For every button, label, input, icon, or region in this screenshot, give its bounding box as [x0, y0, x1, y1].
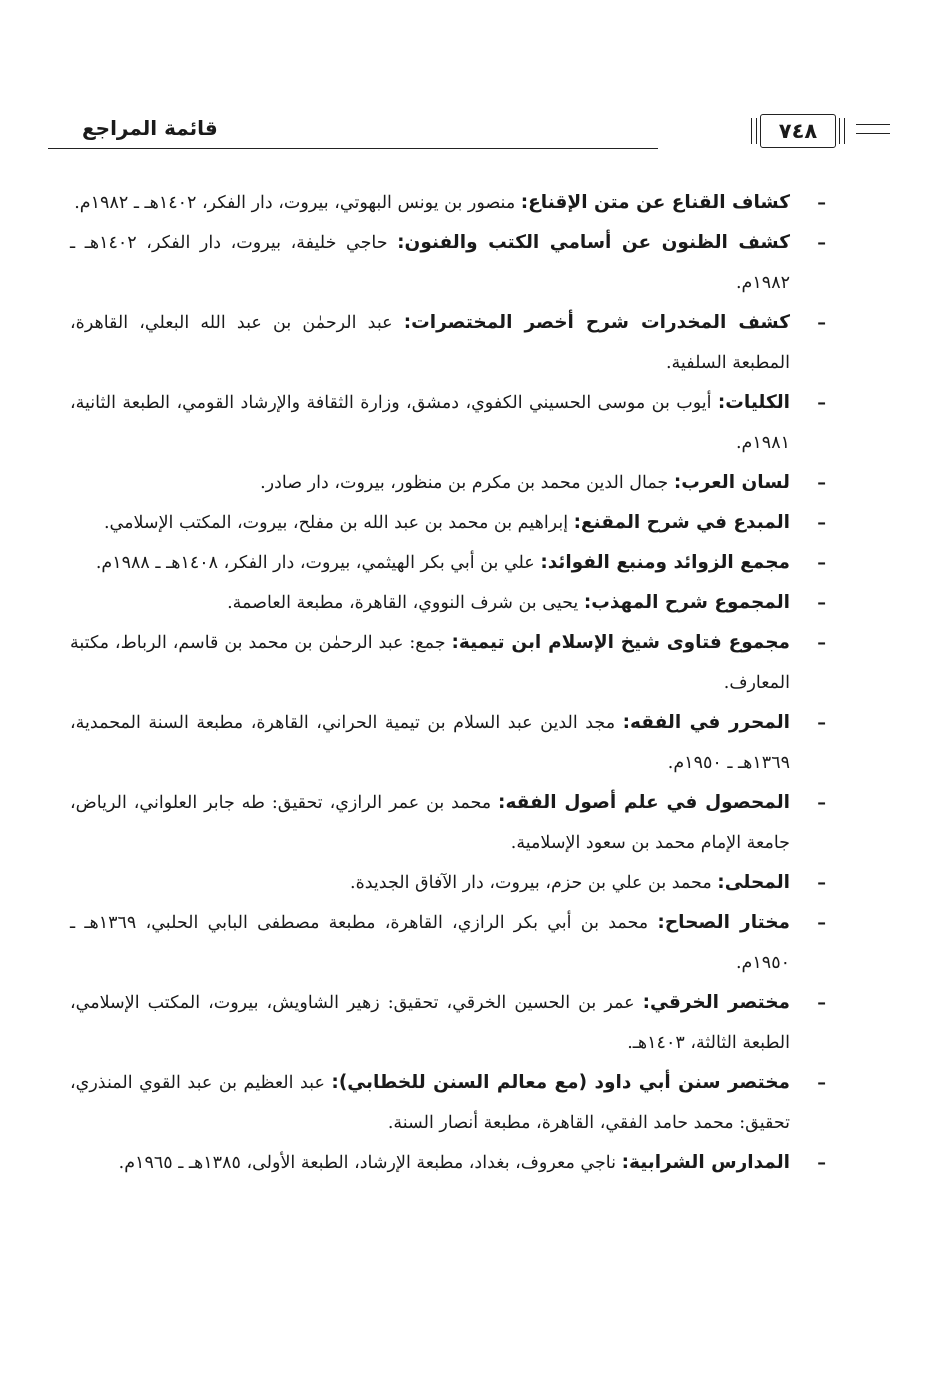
reference-title: كشاف القناع عن متن الإقناع: [520, 192, 790, 213]
reference-details: عبد الرحمٰن بن عبد الله البعلي، القاهرة، المطبعة السلفية. [70, 313, 790, 373]
reference-details: جمال الدين محمد بن مكرم بن منظور، بيروت، دار صادر. [260, 473, 674, 493]
reference-title: كشف المخدرات شرح أخصر المختصرات: [403, 312, 790, 333]
reference-item [70, 503, 790, 543]
reference-item [70, 623, 790, 703]
reference-item [70, 983, 790, 1063]
page-header [30, 108, 908, 156]
reference-item [70, 783, 790, 863]
reference-title: مختار الصحاح: [657, 912, 790, 933]
reference-title: مجموع فتاوى شيخ الإسلام ابن تيمية: [451, 632, 791, 653]
reference-title: المدارس الشرابية: [621, 1152, 790, 1173]
reference-details: إبراهيم بن محمد بن عبد الله بن مفلح، بيروت، المكتب الإسلامي. [103, 513, 574, 533]
reference-title: المجموع شرح المهذب: [583, 592, 790, 613]
reference-title: الكليات: [717, 392, 790, 413]
reference-item [70, 543, 790, 583]
reference-title: كشف الظنون عن أسامي الكتب والفنون: [397, 232, 790, 253]
reference-title: المبدع في شرح المقنع: [573, 512, 790, 533]
reference-item [70, 303, 790, 383]
reference-item [70, 463, 790, 503]
header-ornament [856, 124, 890, 134]
reference-details: علي بن أبي بكر الهيثمي، بيروت، دار الفكر، ١٤٠٨هـ ـ ١٩٨٨م. [95, 553, 541, 573]
reference-item [70, 703, 790, 783]
reference-title: المحصول في علم أصول الفقه: [498, 792, 790, 813]
reference-item [70, 183, 790, 223]
reference-title: مختصر الخرقي: [642, 992, 791, 1013]
reference-details: أيوب بن موسى الحسيني الكفوي، دمشق، وزارة الثقافة والإرشاد القومي، الطبعة الثانية، ١٩٨١م. [70, 393, 790, 453]
header-rule [48, 148, 658, 149]
reference-details: يحيى بن شرف النووي، القاهرة، مطبعة العاصمة. [227, 593, 584, 613]
page-number: ٧٤٨ [760, 114, 836, 148]
reference-details: جمع: عبد الرحمٰن بن محمد بن قاسم، الرباط، مكتبة المعارف. [70, 633, 790, 693]
reference-title: مجمع الزوائد ومنبع الفوائد: [540, 552, 790, 573]
references-list [70, 183, 790, 1183]
reference-title: مختصر سنن أبي داود (مع معالم السنن للخطابي): [331, 1072, 790, 1093]
reference-details: حاجي خليفة، بيروت، دار الفكر، ١٤٠٢هـ ـ ١٩٨٢م. [70, 233, 790, 293]
reference-details: منصور بن يونس البهوتي، بيروت، دار الفكر، ١٤٠٢هـ ـ ١٩٨٢م. [74, 193, 521, 213]
reference-details: عبد العظيم بن عبد القوي المنذري، تحقيق: محمد حامد الفقي، القاهرة، مطبعة أنصار السنة. [70, 1073, 790, 1133]
reference-details: ناجي معروف، بغداد، مطبعة الإرشاد، الطبعة الأولى، ١٣٨٥هـ ـ ١٩٦٥م. [118, 1153, 622, 1173]
reference-item [70, 383, 790, 463]
reference-item [70, 223, 790, 303]
reference-item [70, 903, 790, 983]
reference-details: محمد بن عمر الرازي، تحقيق: طه جابر العلواني، الرياض، جامعة الإمام محمد بن سعود الإسلامية. [70, 793, 790, 853]
running-title: قائمة المراجع [82, 116, 218, 140]
reference-details: عمر بن الحسين الخرقي، تحقيق: زهير الشاويش، بيروت، المكتب الإسلامي، الطبعة الثالثة، ١٤٠٣هـ. [70, 993, 790, 1053]
reference-item [70, 1063, 790, 1143]
reference-item [70, 1143, 790, 1183]
reference-title: المحلى: [717, 872, 790, 893]
reference-title: المحرر في الفقه: [622, 712, 790, 733]
reference-title: لسان العرب: [673, 472, 790, 493]
reference-item [70, 583, 790, 623]
reference-details: مجد الدين عبد السلام بن تيمية الحراني، القاهرة، مطبعة السنة المحمدية، ١٣٦٩هـ ـ ١٩٥٠م. [70, 713, 790, 773]
reference-details: محمد بن علي بن حزم، بيروت، دار الآفاق الجديدة. [350, 873, 718, 893]
reference-details: محمد بن أبي بكر الرازي، القاهرة، مطبعة مصطفى البابي الحلبي، ١٣٦٩هـ ـ ١٩٥٠م. [70, 913, 790, 973]
reference-item [70, 863, 790, 903]
